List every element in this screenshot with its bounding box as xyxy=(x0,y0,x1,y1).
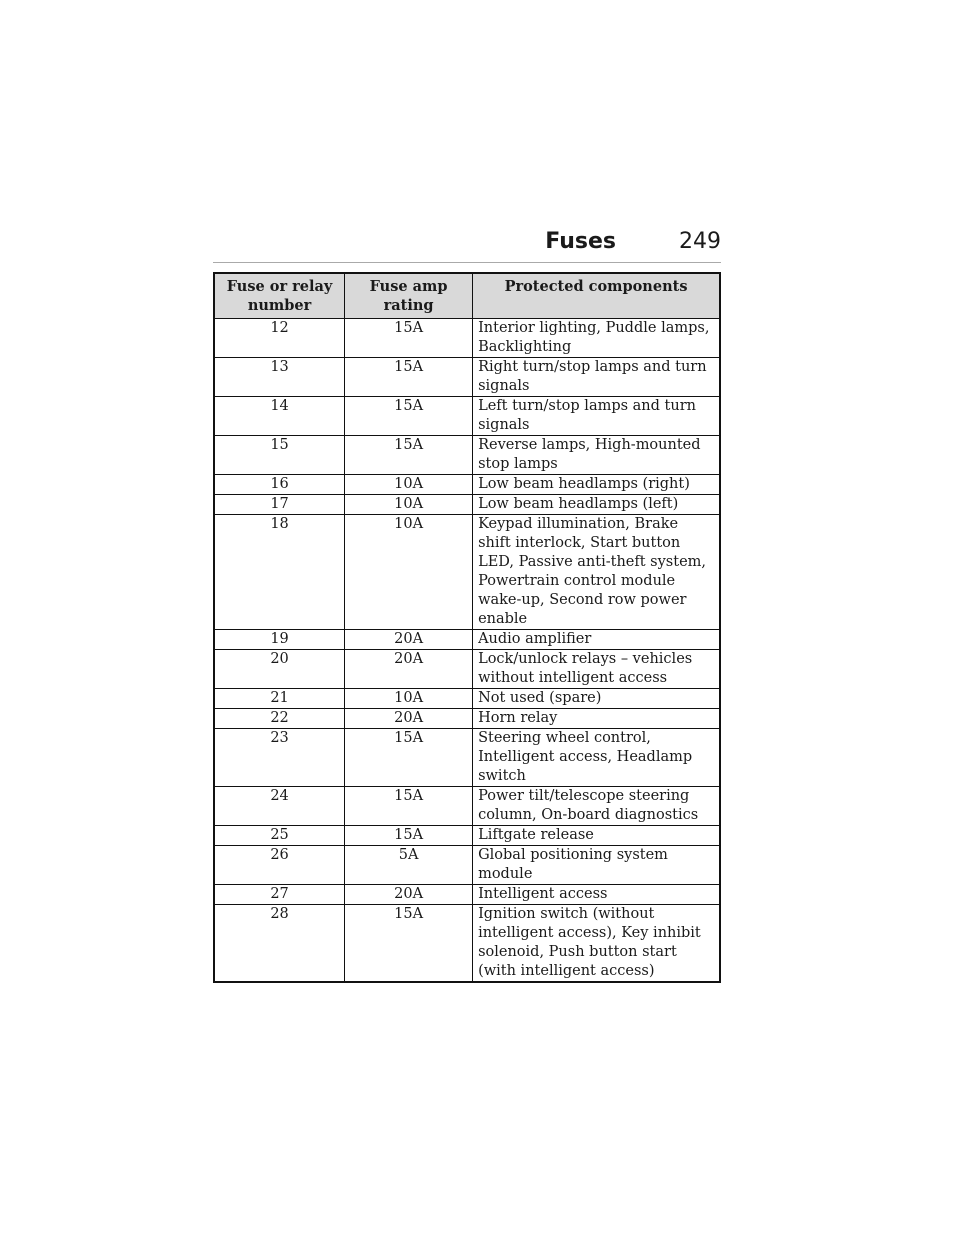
protected-components: Lock/unlock relays – vehicles without intelligent access xyxy=(473,650,720,689)
table-row xyxy=(214,319,720,358)
table-row xyxy=(214,475,720,495)
amp-rating: 15A xyxy=(345,787,473,826)
table-row xyxy=(214,709,720,729)
section-title: Fuses xyxy=(545,229,616,254)
table-row xyxy=(214,650,720,689)
protected-components: Power tilt/telescope steering column, On-board diagnostics xyxy=(473,787,720,826)
table-row xyxy=(214,515,720,630)
table-row xyxy=(214,846,720,885)
amp-rating: 15A xyxy=(345,436,473,475)
amp-rating: 10A xyxy=(345,689,473,709)
page-number: 249 xyxy=(679,229,721,254)
amp-rating: 20A xyxy=(345,650,473,689)
fuse-table xyxy=(213,272,721,983)
amp-rating: 10A xyxy=(345,515,473,630)
fuse-number: 27 xyxy=(214,885,345,905)
amp-rating: 20A xyxy=(345,709,473,729)
fuse-number: 20 xyxy=(214,650,345,689)
fuse-number: 25 xyxy=(214,826,345,846)
fuse-number: 21 xyxy=(214,689,345,709)
protected-components: Low beam headlamps (left) xyxy=(473,495,720,515)
fuse-number: 24 xyxy=(214,787,345,826)
protected-components: Steering wheel control, Intelligent access, Headlamp switch xyxy=(473,729,720,787)
protected-components: Left turn/stop lamps and turn signals xyxy=(473,397,720,436)
fuse-number: 19 xyxy=(214,630,345,650)
protected-components: Global positioning system module xyxy=(473,846,720,885)
fuse-number: 15 xyxy=(214,436,345,475)
table-row xyxy=(214,397,720,436)
table-row xyxy=(214,358,720,397)
table-header-row xyxy=(214,273,720,319)
fuse-number: 23 xyxy=(214,729,345,787)
fuse-number: 28 xyxy=(214,905,345,983)
table-row xyxy=(214,787,720,826)
amp-rating: 15A xyxy=(345,826,473,846)
protected-components: Keypad illumination, Brake shift interlock, Start button LED, Passive anti-theft system, Powertrain control module wake-up, Second row power enable xyxy=(473,515,720,630)
protected-components: Intelligent access xyxy=(473,885,720,905)
amp-rating: 5A xyxy=(345,846,473,885)
protected-components: Audio amplifier xyxy=(473,630,720,650)
protected-components: Not used (spare) xyxy=(473,689,720,709)
column-header-protected-components: Protected components xyxy=(473,273,720,319)
protected-components: Interior lighting, Puddle lamps, Backlighting xyxy=(473,319,720,358)
fuse-number: 22 xyxy=(214,709,345,729)
protected-components: Right turn/stop lamps and turn signals xyxy=(473,358,720,397)
fuse-number: 18 xyxy=(214,515,345,630)
fuse-number: 26 xyxy=(214,846,345,885)
amp-rating: 10A xyxy=(345,475,473,495)
protected-components: Horn relay xyxy=(473,709,720,729)
fuse-number: 17 xyxy=(214,495,345,515)
amp-rating: 20A xyxy=(345,630,473,650)
table-row xyxy=(214,630,720,650)
amp-rating: 10A xyxy=(345,495,473,515)
fuse-number: 13 xyxy=(214,358,345,397)
amp-rating: 15A xyxy=(345,729,473,787)
protected-components: Ignition switch (without intelligent access), Key inhibit solenoid, Push button start (with intelligent access) xyxy=(473,905,720,983)
amp-rating: 15A xyxy=(345,397,473,436)
column-header-amp-rating: Fuse amp rating xyxy=(345,273,473,319)
protected-components: Liftgate release xyxy=(473,826,720,846)
table-row xyxy=(214,885,720,905)
amp-rating: 20A xyxy=(345,885,473,905)
protected-components: Reverse lamps, High-mounted stop lamps xyxy=(473,436,720,475)
table-row xyxy=(214,729,720,787)
fuse-number: 16 xyxy=(214,475,345,495)
table-row xyxy=(214,689,720,709)
table-row xyxy=(214,495,720,515)
table-row xyxy=(214,905,720,983)
table-row xyxy=(214,826,720,846)
page-header xyxy=(213,228,721,263)
table-row xyxy=(214,436,720,475)
column-header-fuse-number: Fuse or relay number xyxy=(214,273,345,319)
protected-components: Low beam headlamps (right) xyxy=(473,475,720,495)
amp-rating: 15A xyxy=(345,905,473,983)
amp-rating: 15A xyxy=(345,319,473,358)
fuse-number: 12 xyxy=(214,319,345,358)
fuse-number: 14 xyxy=(214,397,345,436)
amp-rating: 15A xyxy=(345,358,473,397)
